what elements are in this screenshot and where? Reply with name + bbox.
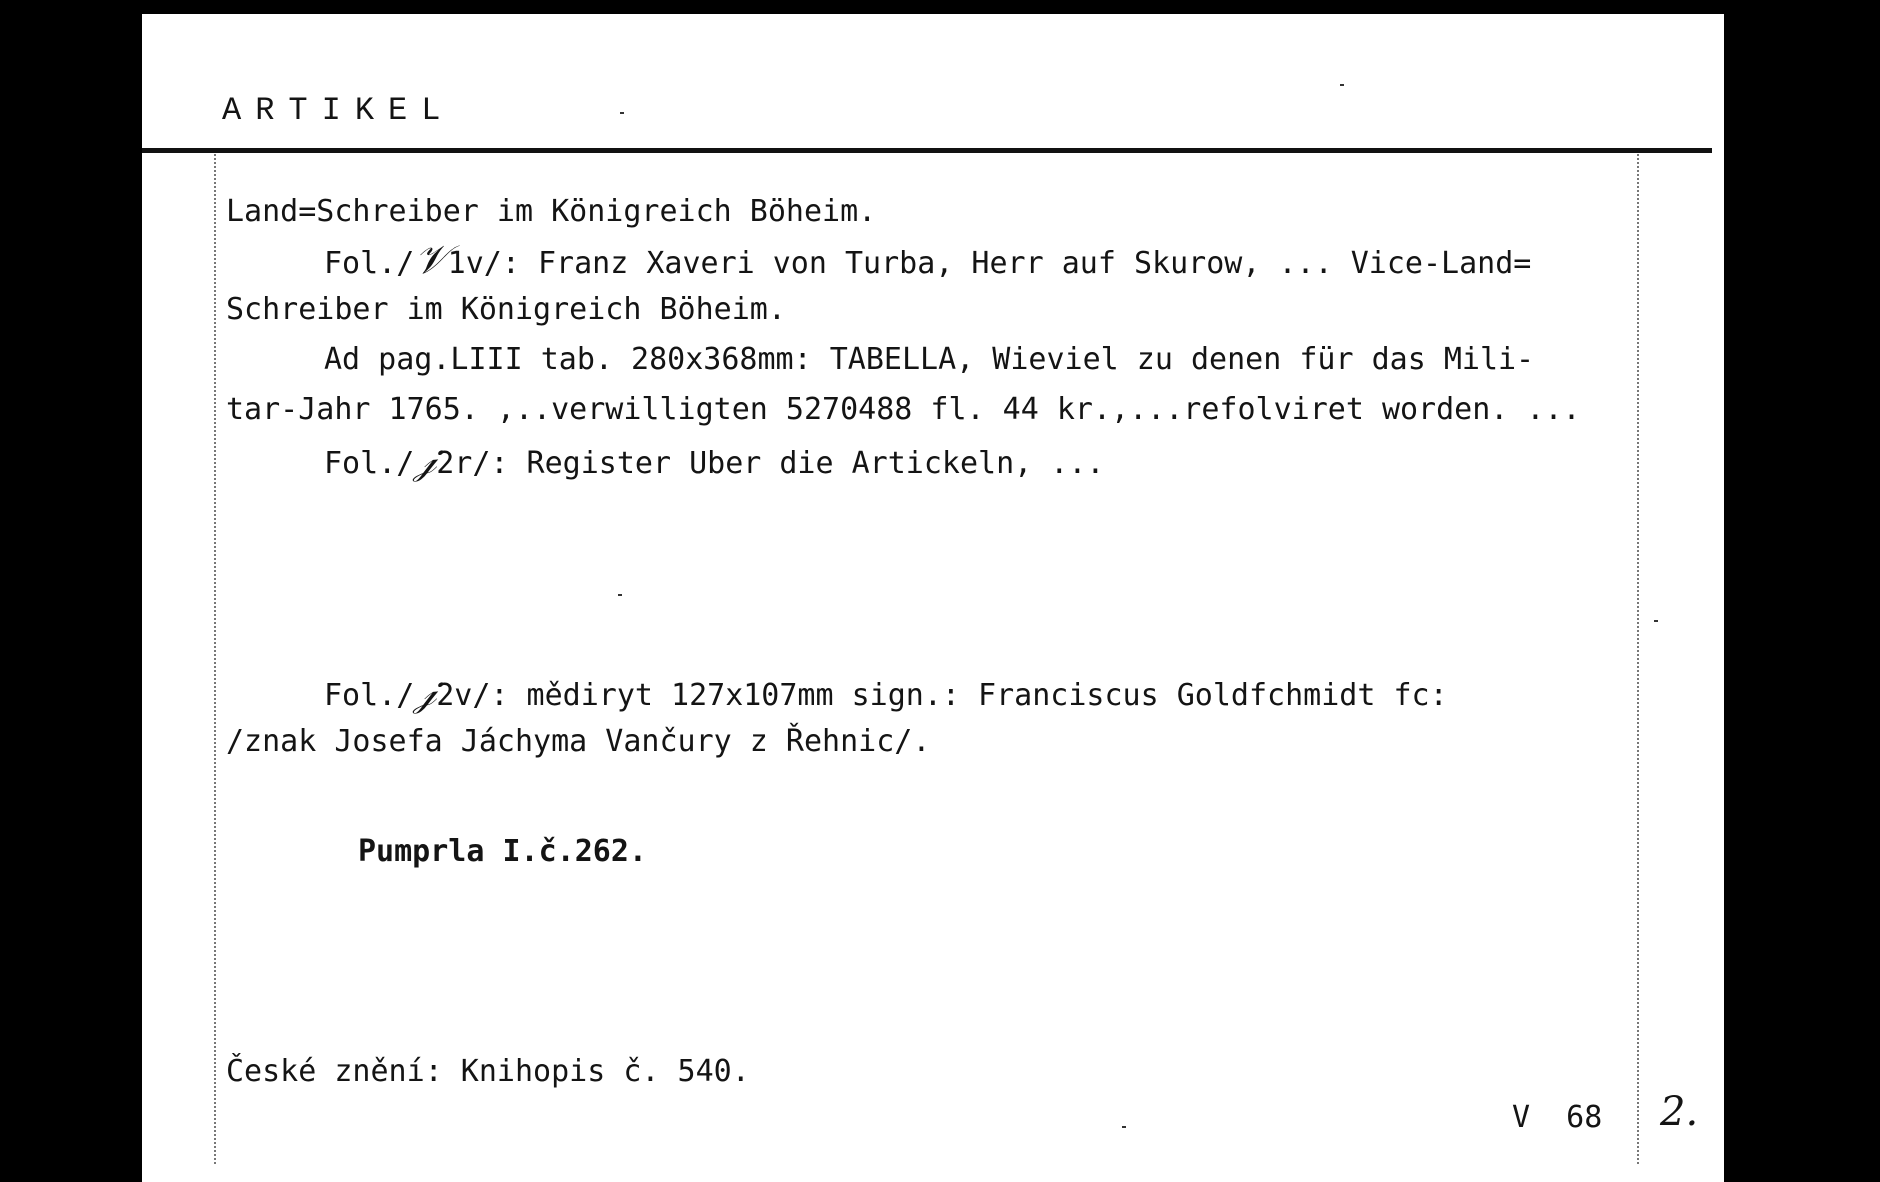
entry-title: Land=Schreiber im Königreich Böheim. <box>226 194 877 229</box>
ink-speck <box>620 112 624 114</box>
engraving-note: /znak Josefa Jáchyma Vančury z Řehnic/. <box>226 724 931 759</box>
folio-text: 1v/: Franz Xaveri von Turba, Herr auf Skurow, ... Vice-Land= <box>447 246 1532 281</box>
handwritten-folio-mark: 𝒿 <box>414 669 437 715</box>
folio-2v-line <box>324 669 1448 715</box>
handwritten-folio-mark: 𝒱 <box>414 237 448 283</box>
left-margin-line <box>214 154 216 1164</box>
folio-text: 2r/: Register Uber die Artickeln, ... <box>436 446 1105 481</box>
folio-prefix: Fol./ <box>324 678 415 713</box>
folio-prefix: Fol./ <box>324 446 415 481</box>
catalog-card <box>142 14 1724 1182</box>
handwritten-card-number: 2. <box>1660 1089 1699 1135</box>
czech-version-reference: České znění: Knihopis č. 540. <box>226 1054 750 1089</box>
ink-speck <box>1122 1126 1126 1128</box>
right-margin-line <box>1637 154 1639 1164</box>
table-note-line: Ad pag.LIII tab. 280x368mm: TABELLA, Wieviel zu denen für das Mili- <box>324 342 1535 377</box>
folio-1v-continuation: Schreiber im Königreich Böheim. <box>226 292 786 327</box>
ink-speck <box>1340 84 1344 86</box>
folio-prefix: Fol./ <box>324 246 415 281</box>
handwritten-folio-mark: 𝒿 <box>414 437 437 483</box>
ink-speck <box>1654 620 1658 622</box>
folio-1v-line <box>324 237 1532 283</box>
folio-2r-line <box>324 437 1105 483</box>
reference-pumprla: Pumprla I.č.262. <box>358 834 647 869</box>
shelfmark: V 68 <box>1512 1100 1603 1135</box>
table-note-continuation: tar-Jahr 1765. ,..verwilligten 5270488 fl. 44 kr.,...refolviret worden. ... <box>226 392 1581 427</box>
folio-text: 2v/: mědiryt 127x107mm sign.: Franciscus Goldfchmidt fc: <box>436 678 1448 713</box>
card-header-title: ARTIKEL <box>222 92 455 129</box>
ink-speck <box>618 594 622 596</box>
header-divider <box>142 148 1712 153</box>
